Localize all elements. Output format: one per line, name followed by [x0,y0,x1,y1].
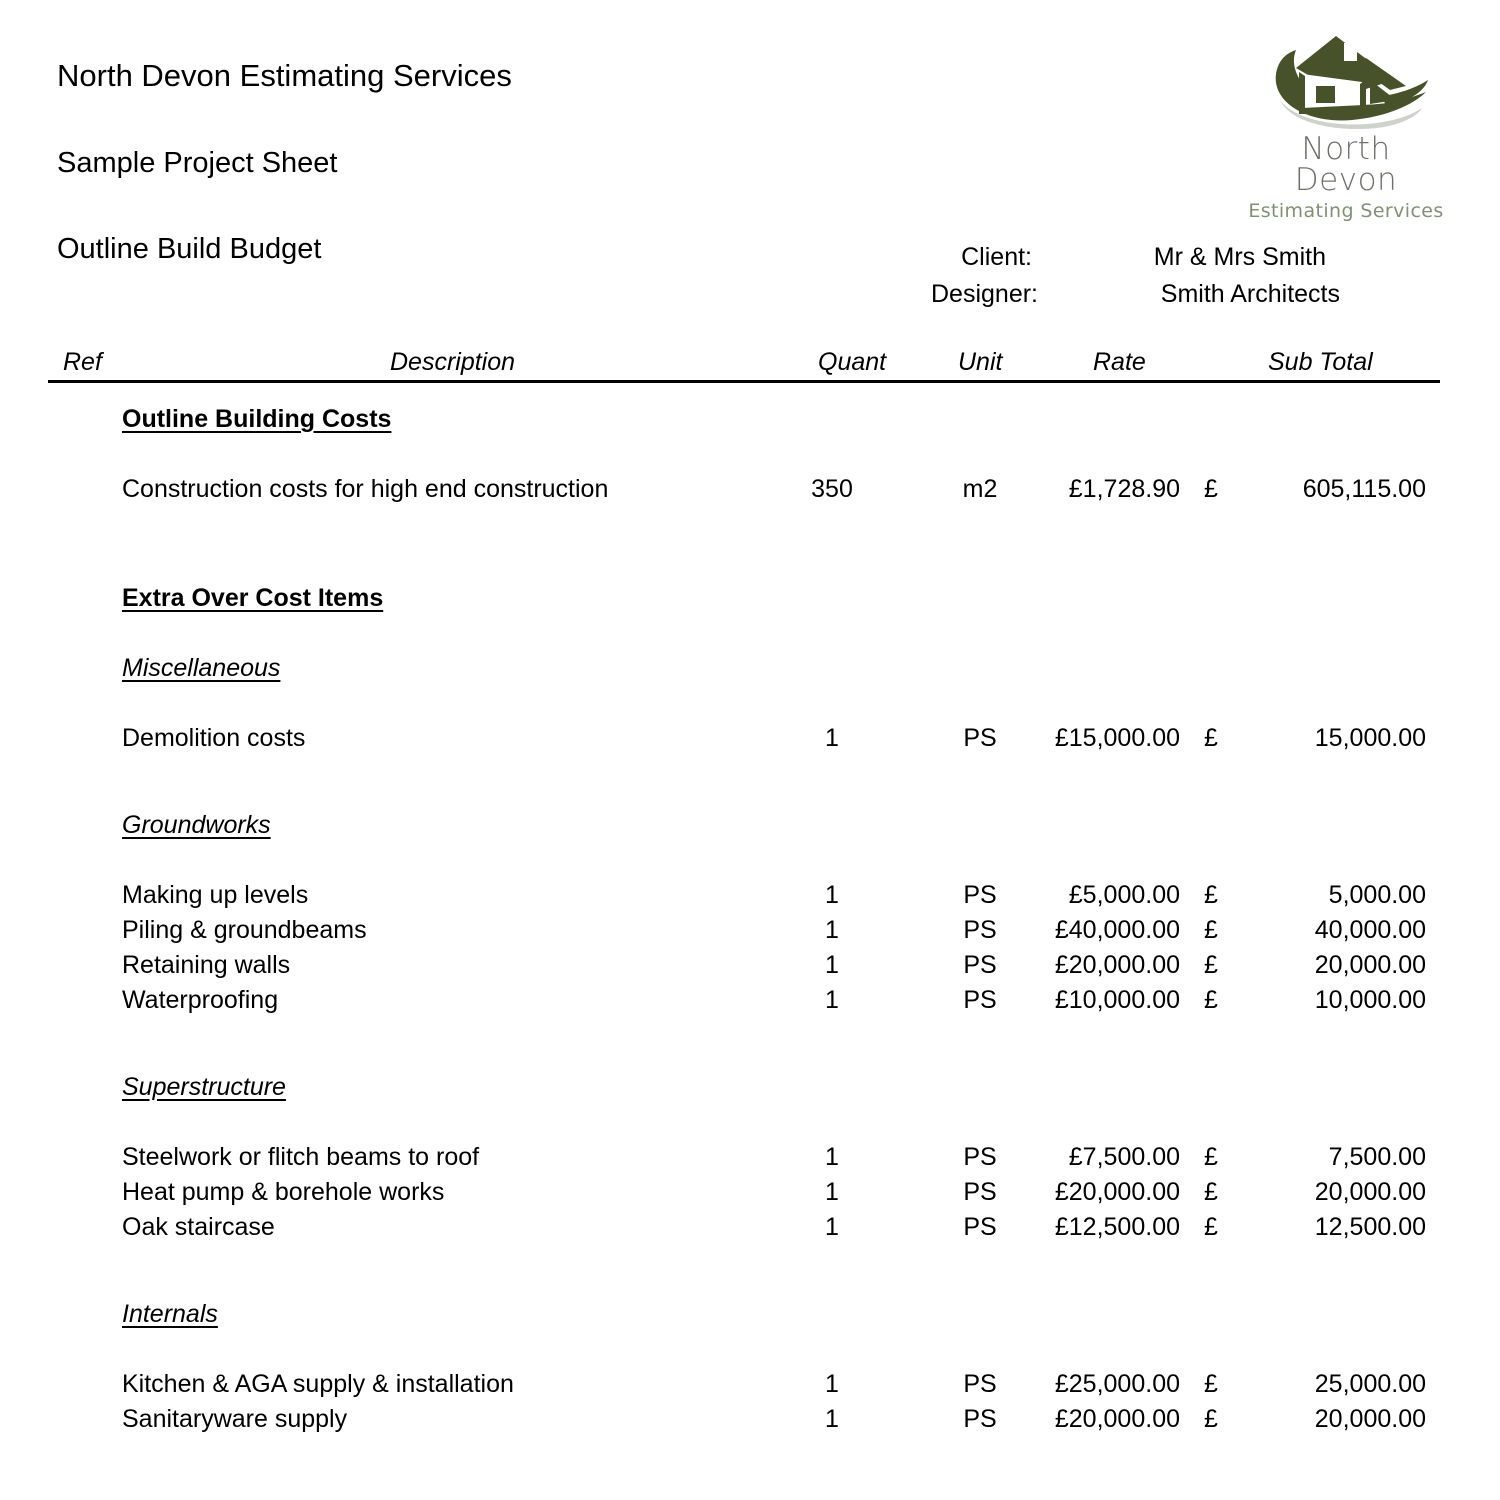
row-subtotal: 15,000.00 [1314,724,1426,752]
table-row [0,951,1500,986]
sheet-title: Sample Project Sheet [57,147,338,179]
row-description: Retaining walls [122,951,291,979]
row-currency: £ [1204,1405,1218,1433]
row-unit: PS [963,916,997,944]
row-currency: £ [1204,1213,1218,1241]
group-heading [0,1300,1500,1335]
row-unit: PS [963,1178,997,1206]
column-header-unit: Unit [958,348,1003,376]
row-quant: 1 [825,881,839,909]
row-currency: £ [1204,1370,1218,1398]
row-unit: PS [963,881,997,909]
group-gap [0,759,1500,811]
row-subtotal: 20,000.00 [1314,951,1426,979]
pre-section-gap [0,562,1500,584]
row-currency: £ [1204,986,1218,1014]
row-subtotal: 7,500.00 [1328,1143,1426,1171]
row-rate: £15,000.00 [1054,724,1180,752]
row-unit: PS [963,1143,997,1171]
row-description: Steelwork or flitch beams to roof [122,1143,480,1171]
post-group-gap [0,689,1500,724]
table-body [0,383,1500,1440]
company-logo [1246,30,1446,222]
row-rate: £20,000.00 [1054,1178,1180,1206]
row-currency: £ [1204,724,1218,752]
row-unit: PS [963,724,997,752]
post-group-gap [0,1108,1500,1143]
row-description: Sanitaryware supply [122,1405,348,1433]
row-quant: 1 [825,1405,839,1433]
row-rate: £12,500.00 [1054,1213,1180,1241]
row-rate: £40,000.00 [1054,916,1180,944]
section-heading [0,405,1500,440]
group-heading-label: Superstructure [122,1073,286,1101]
column-header-rate: Rate [1093,348,1146,376]
row-quant: 1 [825,916,839,944]
table-row [0,881,1500,916]
row-description: Construction costs for high end construction [122,475,609,503]
row-description: Oak staircase [122,1213,275,1241]
row-unit: PS [963,986,997,1014]
row-quant: 1 [825,724,839,752]
table-row [0,986,1500,1021]
row-quant: 1 [825,1370,839,1398]
group-heading-label: Miscellaneous [122,654,281,682]
table-row [0,1370,1500,1405]
row-subtotal: 12,500.00 [1314,1213,1426,1241]
group-gap [0,1021,1500,1073]
section-heading-label: Outline Building Costs [122,405,392,433]
table-row [0,1405,1500,1440]
row-description: Heat pump & borehole works [122,1178,445,1206]
table-row [0,1213,1500,1248]
client-label: Client: [961,243,1032,271]
section-gap [0,510,1500,562]
row-currency: £ [1204,1178,1218,1206]
row-subtotal: 5,000.00 [1328,881,1426,909]
group-heading-label: Groundworks [122,811,271,839]
page-title: Outline Build Budget [57,233,322,265]
group-heading [0,1073,1500,1108]
group-heading [0,654,1500,689]
logo-wordmark [1246,131,1446,222]
column-header-quant: Quant [818,348,887,376]
table-row [0,1143,1500,1178]
table-row [0,1178,1500,1213]
logo-tagline: Estimating Services [1248,200,1444,222]
row-description: Waterproofing [122,986,279,1014]
house-on-leaf-icon [1266,30,1432,134]
row-quant: 1 [825,951,839,979]
column-header-description: Description [390,348,516,376]
column-header-subtotal: Sub Total [1268,348,1373,376]
row-currency: £ [1204,881,1218,909]
row-currency: £ [1204,951,1218,979]
section-heading-label: Extra Over Cost Items [122,584,384,612]
row-subtotal: 20,000.00 [1314,1405,1426,1433]
section-heading [0,584,1500,619]
row-rate: £5,000.00 [1068,881,1180,909]
row-quant: 350 [811,475,853,503]
group-heading-label: Internals [122,1300,218,1328]
row-unit: PS [963,1405,997,1433]
row-description: Kitchen & AGA supply & installation [122,1370,514,1398]
table-row [0,475,1500,510]
row-unit: PS [963,1370,997,1398]
row-rate: £20,000.00 [1054,951,1180,979]
row-subtotal: 25,000.00 [1314,1370,1426,1398]
group-heading [0,811,1500,846]
row-currency: £ [1204,916,1218,944]
row-description: Piling & groundbeams [122,916,367,944]
row-description: Demolition costs [122,724,306,752]
pre-section-gap [0,383,1500,405]
post-section-gap [0,619,1500,654]
company-title: North Devon Estimating Services [57,58,512,93]
row-description: Making up levels [122,881,309,909]
row-rate: £10,000.00 [1054,986,1180,1014]
post-group-gap [0,846,1500,881]
row-subtotal: 605,115.00 [1302,475,1426,503]
table-row [0,724,1500,759]
post-group-gap [0,1335,1500,1370]
row-subtotal: 40,000.00 [1314,916,1426,944]
row-rate: £20,000.00 [1054,1405,1180,1433]
row-subtotal: 10,000.00 [1314,986,1426,1014]
column-header-ref: Ref [63,348,102,376]
table-row [0,916,1500,951]
row-quant: 1 [825,1213,839,1241]
row-unit: PS [963,1213,997,1241]
row-unit: m2 [962,475,998,503]
row-rate: £25,000.00 [1054,1370,1180,1398]
row-quant: 1 [825,1143,839,1171]
row-currency: £ [1204,1143,1218,1171]
group-gap [0,1248,1500,1300]
row-rate: £1,728.90 [1068,475,1180,503]
row-rate: £7,500.00 [1068,1143,1180,1171]
logo-name: North Devon [1294,131,1398,198]
row-quant: 1 [825,986,839,1014]
row-subtotal: 20,000.00 [1314,1178,1426,1206]
row-currency: £ [1204,475,1218,503]
row-quant: 1 [825,1178,839,1206]
post-section-gap [0,440,1500,475]
designer-label: Designer: [931,280,1038,308]
designer-value: Smith Architects [1160,280,1340,308]
client-value: Mr & Mrs Smith [1153,243,1326,271]
row-unit: PS [963,951,997,979]
